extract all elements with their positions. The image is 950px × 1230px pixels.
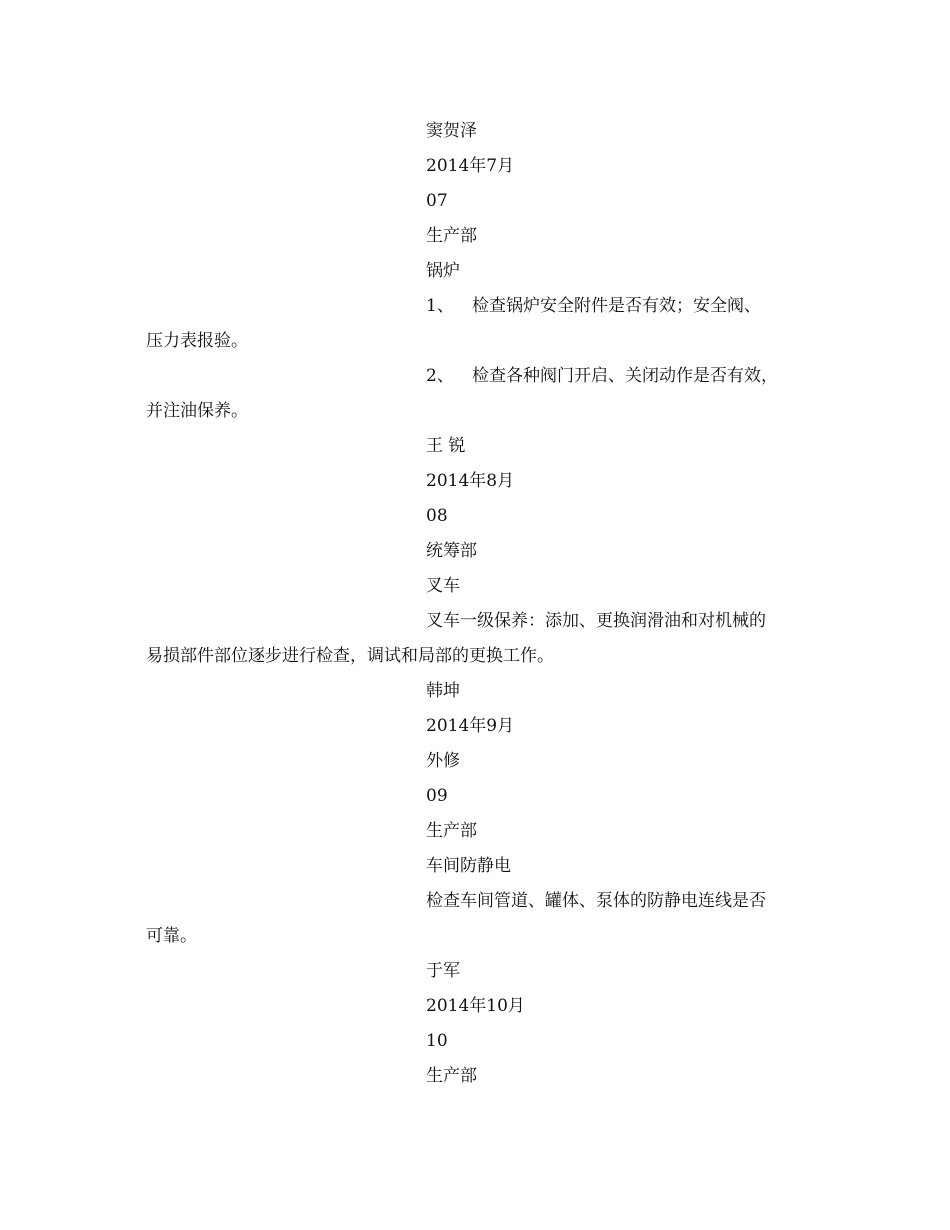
entry-4-date: 2014年10月 [426,996,525,1016]
entry-1-item-2 [426,364,778,388]
entry-2-code: 08 [426,506,448,526]
entry-4-code: 10 [426,1031,448,1051]
entry-3-description-continuation: 可靠。 [146,926,197,946]
entry-2-date: 2014年8月 [426,471,515,491]
entry-1-item-2-continuation: 并注油保养。 [146,401,248,421]
item-number: 2、 [426,366,454,386]
entry-3-department: 生产部 [426,821,477,841]
entry-2-name: 王 锐 [426,436,466,456]
entry-1-item-1-continuation: 压力表报验。 [146,331,248,351]
entry-3-description: 检查车间管道、罐体、泵体的防静电连线是否 [426,891,766,911]
entry-1-date: 2014年7月 [426,156,515,176]
item-text: 检查各种阀门开启、关闭动作是否有效， [472,366,778,386]
item-text: 检查锅炉安全附件是否有效；安全阀、 [472,296,761,316]
entry-1-name: 窦贺泽 [426,121,477,141]
item-number: 1、 [426,296,454,316]
entry-1-item-1 [426,294,761,318]
entry-2-department: 统筹部 [426,541,477,561]
entry-2-description-continuation: 易损部件部位逐步进行检查，调试和局部的更换工作。 [146,646,554,666]
entry-3-equipment: 车间防静电 [426,856,511,876]
entry-2-description: 叉车一级保养：添加、更换润滑油和对机械的 [426,611,766,631]
entry-3-type: 外修 [426,751,460,771]
entry-3-date: 2014年9月 [426,716,515,736]
entry-4-name: 于军 [426,961,460,981]
entry-2-equipment: 叉车 [426,576,460,596]
entry-1-code: 07 [426,191,448,211]
entry-4-department: 生产部 [426,1066,477,1086]
entry-3-name: 韩坤 [426,681,460,701]
entry-3-code: 09 [426,786,448,806]
entry-1-department: 生产部 [426,226,477,246]
entry-1-equipment: 锅炉 [426,261,460,281]
